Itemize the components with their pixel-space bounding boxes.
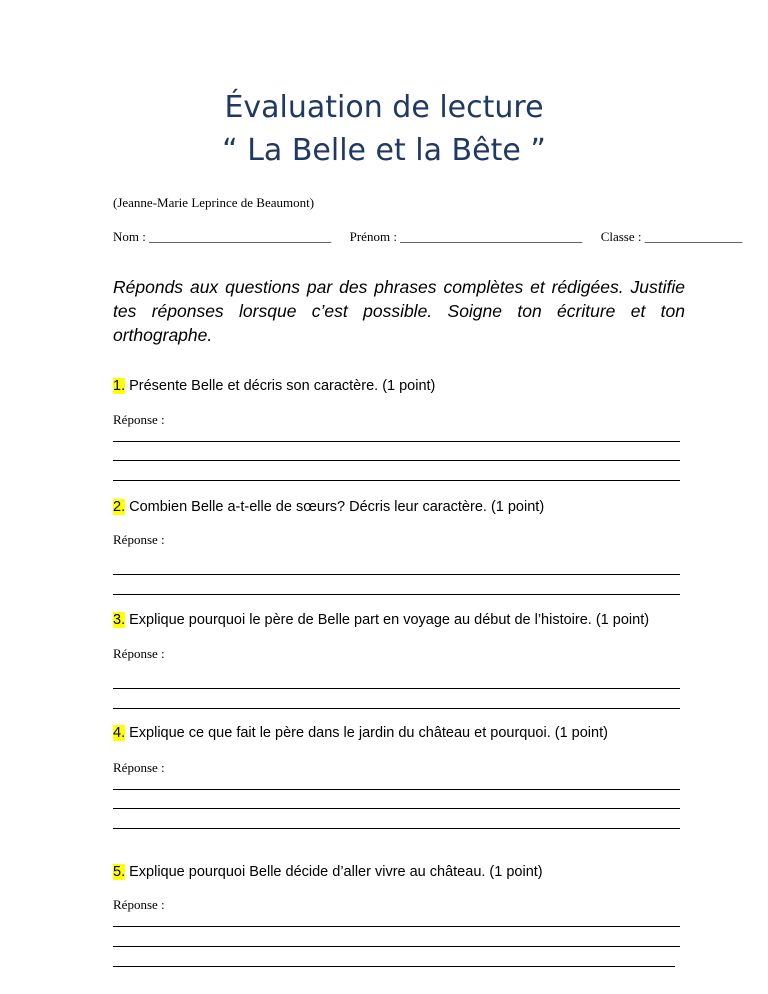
answer-line [113,946,680,947]
instructions: Réponds aux questions par des phrases complètes et rédigées. Justifie tes réponses lorsque c’est possible. Soigne ton écriture et ton orthographe. [113,277,685,345]
question-text: Présente Belle et décris son caractère. (1 point) [125,378,436,394]
answer-line [113,688,680,689]
response-label: Réponse : [113,760,165,775]
answer-line [113,828,680,829]
question-2 [113,499,544,515]
prenom-field: Prénom : ____________________________ [349,229,583,244]
answer-line [113,808,680,809]
nom-field: Nom : ____________________________ [113,229,332,244]
question-text: Combien Belle a-t-elle de sœurs? Décris leur caractère. (1 point) [125,499,545,515]
question-4 [113,725,608,741]
question-3 [113,612,649,628]
answer-line [113,708,680,709]
answer-line [113,574,680,575]
answer-line [113,441,680,442]
question-5 [113,864,543,880]
page-subtitle: “ La Belle et la Bête ” [222,133,546,168]
answer-line [113,789,680,790]
author-line: (Jeanne-Marie Leprince de Beaumont) [113,195,315,210]
answer-line [113,460,680,461]
student-fields [113,229,742,245]
answer-line [113,926,680,927]
classe-field: Classe : _______________ [600,229,743,244]
answer-line [113,594,680,595]
question-text: Explique ce que fait le père dans le jardin du château et pourquoi. (1 point) [125,725,608,741]
question-number: 3. [113,612,126,628]
question-text: Explique pourquoi le père de Belle part en voyage au début de l’histoire. (1 point) [125,612,650,628]
page-title: Évaluation de lecture [224,90,544,125]
response-label: Réponse : [113,532,165,547]
question-1 [113,378,435,394]
answer-line [113,480,680,481]
question-text: Explique pourquoi Belle décide d’aller vivre au château. (1 point) [125,864,543,880]
question-number: 4. [113,725,126,741]
response-label: Réponse : [113,412,165,427]
response-label: Réponse : [113,897,165,912]
answer-line [113,966,675,967]
question-number: 5. [113,864,126,880]
question-number: 2. [113,499,126,515]
response-label: Réponse : [113,646,165,661]
question-number: 1. [113,378,126,394]
